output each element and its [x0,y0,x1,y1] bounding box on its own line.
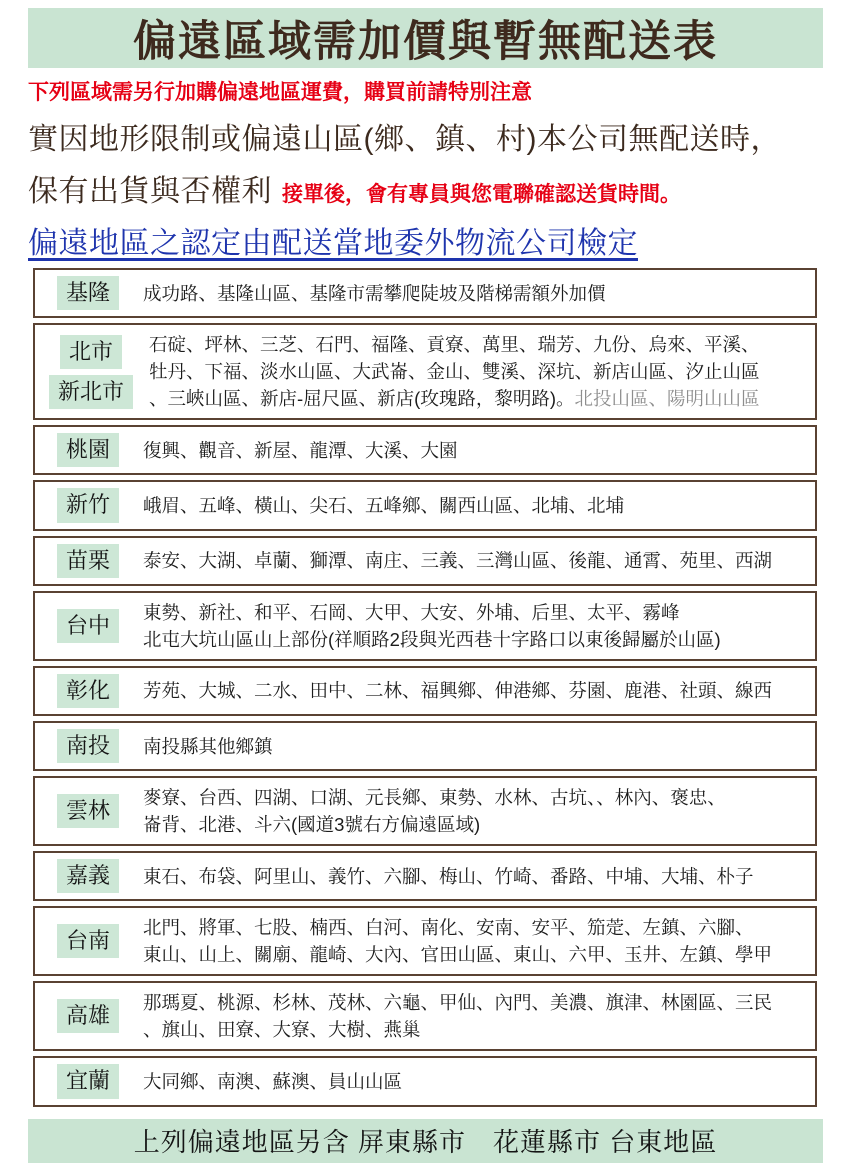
grayed-areas-text: 北投山區、陽明山山區 [574,388,760,410]
region-areas [143,784,807,838]
region-label-column [49,488,127,522]
area-line [149,331,807,358]
region-label: 新竹 [57,488,119,522]
footer-banner [28,1119,823,1163]
region-table [33,268,817,1107]
policy-statement-main: 保有出貨與否權利 [28,175,272,208]
remote-area-definition-heading: 偏遠地區之認定由配送當地委外物流公司檢定 [28,227,638,260]
region-areas [149,331,807,412]
area-line [143,941,807,968]
page-title: 偏遠區域需加價與暫無配送表 [133,17,718,66]
region-label-column [49,335,133,409]
table-row [33,1056,817,1106]
region-areas [143,863,807,890]
area-line [143,784,807,811]
area-line-text: 那瑪夏、桃源、杉林、茂林、六龜、甲仙、內門、美濃、旗津、林園區、三民 [143,992,773,1014]
table-row [33,906,817,976]
region-label-column [49,433,127,467]
region-label: 高雄 [57,999,119,1033]
area-line-text: 南投縣其他鄉鎮 [143,735,273,757]
area-line-text: 、三峽山區、新店-屈尺區、新店(玫瑰路，黎明路)。 [149,388,575,410]
region-label: 新北市 [49,375,133,409]
area-line-text: 麥寮、台西、四湖、口湖、元長鄉、東勢、水林、古坑、、林內、褒忠、 [143,787,726,809]
area-line-text: 、旗山、田寮、大寮、大樹、燕巢 [143,1019,421,1041]
area-line [143,599,807,626]
area-line-text: 芳苑、大城、二水、田中、二林、福興鄉、伸港鄉、芬園、鹿港、社頭、線西 [143,680,773,702]
area-line [143,1068,807,1095]
area-line-text: 峨眉、五峰、橫山、尖石、五峰鄉、關西山區、北埔、北埔 [143,494,625,516]
region-label: 嘉義 [57,859,119,893]
region-label: 基隆 [57,276,119,310]
region-label-column [49,924,127,958]
region-label-column [49,794,127,828]
region-label: 北市 [60,335,122,369]
region-label: 彰化 [57,674,119,708]
area-line [143,492,807,519]
footer-additional-regions: 上列偏遠地區另含 屏東縣市 花蓮縣市 台東地區 [133,1127,718,1157]
region-label: 台中 [57,609,119,643]
region-label: 宜蘭 [57,1064,119,1098]
region-label-column [49,544,127,578]
area-line [143,677,807,704]
table-row [33,268,817,318]
area-line-text: 北屯大坑山區山上部份(祥順路2段與光西巷十字路口以東後歸屬於山區) [143,628,721,650]
region-label-column [49,859,127,893]
title-banner [28,8,823,68]
area-line-text: 崙背、北港、斗六(國道3號右方偏遠區域) [143,814,481,836]
region-label: 桃園 [57,433,119,467]
area-line [143,547,807,574]
area-line [149,385,807,412]
area-line [143,733,807,760]
policy-statement-line1: 實因地形限制或偏遠山區(鄉、鎮、村)本公司無配送時， [28,123,781,156]
area-line [143,863,807,890]
table-row [33,323,817,420]
region-areas [143,280,807,307]
region-label-column [49,729,127,763]
region-label-column [49,999,127,1033]
area-line-text: 東勢、新社、和平、石岡、大甲、大安、外埔、后里、太平、霧峰 [143,601,680,623]
region-label: 台南 [57,924,119,958]
area-line [143,989,807,1016]
table-row [33,721,817,771]
area-line [143,437,807,464]
area-line [149,358,807,385]
region-label: 南投 [57,729,119,763]
region-areas [143,677,807,704]
area-line-text: 東石、布袋、阿里山、義竹、六腳、梅山、竹崎、番路、中埔、大埔、朴子 [143,865,754,887]
policy-statement-line2 [28,166,850,210]
area-line-text: 石碇、坪林、三芝、石門、福隆、貢寮、萬里、瑞芳、九份、烏來、平溪、 [149,334,760,356]
area-line [143,280,807,307]
table-row [33,981,817,1051]
area-line-text: 泰安、大湖、卓蘭、獅潭、南庄、三義、三灣山區、後龍、通霄、苑里、西湖 [143,550,773,572]
region-areas [143,733,807,760]
table-row [33,591,817,661]
region-label-column [49,674,127,708]
table-row [33,480,817,530]
table-row [33,666,817,716]
area-line-text: 牡丹、下福、淡水山區、大武崙、金山、雙溪、深坑、新店山區、汐止山區 [149,361,760,383]
region-areas [143,1068,807,1095]
area-line-text: 大同鄉、南澳、蘇澳、員山山區 [143,1070,403,1092]
shipping-surcharge-notice-page [0,8,850,1157]
region-label: 雲林 [57,794,119,828]
region-label-column [49,609,127,643]
area-line-text: 東山、山上、關廟、龍崎、大內、官田山區、東山、六甲、玉井、左鎮、學甲 [143,944,773,966]
table-row [33,425,817,475]
area-line [143,1016,807,1043]
region-label-column [49,1064,127,1098]
area-line-text: 成功路、基隆山區、基隆市需攀爬陡坡及階梯需額外加價 [143,282,606,304]
table-row [33,776,817,846]
region-areas [143,437,807,464]
region-areas [143,989,807,1043]
surcharge-warning-text: 下列區域需另行加購偏遠地區運費，購買前請特別注意 [28,80,532,104]
contact-confirmation-note: 接單後，會有專員與您電聯確認送貨時間。 [282,182,681,206]
area-line [143,914,807,941]
region-label: 苗栗 [57,544,119,578]
region-areas [143,599,807,653]
table-row [33,851,817,901]
region-areas [143,547,807,574]
table-row [33,536,817,586]
area-line [143,811,807,838]
area-line [143,626,807,653]
region-areas [143,492,807,519]
region-areas [143,914,807,968]
region-label-column [49,276,127,310]
area-line-text: 北門、將軍、七股、楠西、白河、南化、安南、安平、笳萣、左鎮、六腳、 [143,917,754,939]
area-line-text: 復興、觀音、新屋、龍潭、大溪、大園 [143,439,458,461]
